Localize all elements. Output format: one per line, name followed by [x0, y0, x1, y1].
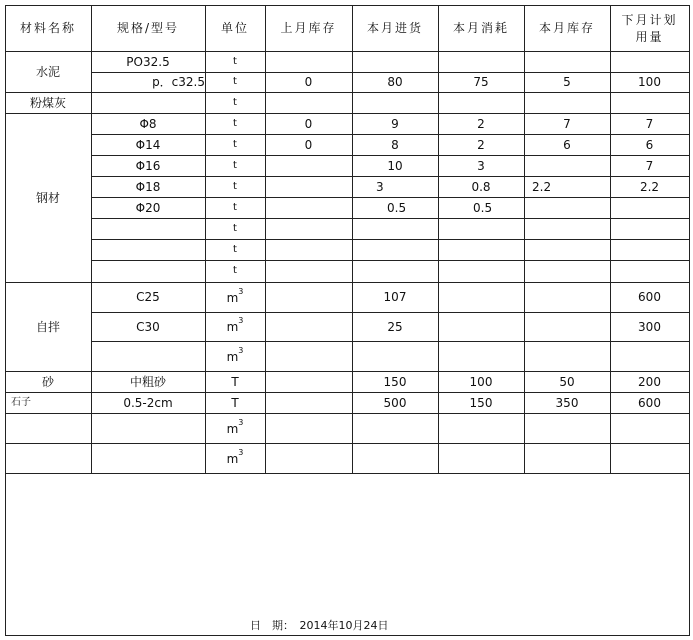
header-month-in: 本月进货: [366, 21, 423, 35]
cell-spec: Φ8: [139, 116, 157, 131]
cell-prev-stock: [265, 239, 352, 260]
cell-spec: 中粗砂: [129, 374, 166, 389]
cell-month-in: [352, 341, 438, 371]
cell-next-plan: 300: [638, 319, 661, 334]
cell-month-in: 3: [376, 179, 384, 194]
cell-month-in: 107: [383, 290, 407, 304]
cell-month-in: 500: [383, 395, 407, 410]
cell-month-stock: [524, 341, 610, 371]
cell-month-stock: [524, 312, 610, 341]
cell-unit: t: [233, 159, 237, 171]
cell-next-plan: [610, 92, 689, 113]
header-unit: 单位: [220, 21, 249, 35]
cell-spec: PO32.5: [126, 54, 170, 69]
cell-unit: [205, 312, 265, 341]
cell-next-plan: 100: [638, 75, 661, 89]
cell-next-plan: [610, 341, 689, 371]
unit-superscript: 3: [238, 286, 244, 296]
cell-month-stock: [524, 218, 610, 239]
unit-superscript: 3: [238, 345, 244, 355]
header-spec: 规格/型号: [116, 21, 180, 35]
group-label-cement: 水泥: [35, 64, 60, 79]
cell-next-plan: [610, 443, 689, 473]
cell-month-use: 75: [473, 75, 489, 89]
date-line: [250, 617, 391, 633]
cell-next-plan: [610, 239, 689, 260]
cell-month-stock: [524, 239, 610, 260]
unit-text: $m^3$: [226, 447, 244, 466]
cell-month-stock: [524, 260, 610, 282]
cell-month-in: 0.5: [387, 200, 407, 215]
cell-spec: [91, 260, 205, 282]
unit-text: $m^3$: [226, 417, 244, 436]
date-value: 2014年10月24日: [299, 619, 389, 632]
cell-spec: C30: [136, 319, 160, 334]
cell-unit: t: [233, 117, 237, 129]
cell-spec: [91, 218, 205, 239]
cell-month-stock: [524, 197, 610, 218]
cell-month-use: [438, 443, 524, 473]
header-prev-stock: 上月库存: [280, 21, 337, 35]
cell-spec: Φ18: [135, 179, 161, 194]
cell-spec: C25: [136, 290, 160, 304]
cell-month-use: [438, 51, 524, 72]
cell-month-in: [352, 51, 438, 72]
cell-unit: t: [233, 138, 237, 150]
cell-month-in: 8: [391, 137, 399, 152]
cell-unit: t: [233, 201, 237, 213]
cell-next-plan: [610, 413, 689, 443]
cell-prev-stock: [265, 176, 352, 197]
group-label-mixed: 自拌: [35, 319, 60, 334]
cell-unit: [205, 282, 265, 312]
cell-month-in: [352, 443, 438, 473]
cell-prev-stock: 0: [304, 137, 313, 152]
cell-spec: Φ14: [135, 137, 161, 152]
cell-month-stock: 350: [555, 395, 579, 410]
cell-month-in: [352, 260, 438, 282]
cell-unit: [205, 413, 265, 443]
cell-month-use: [438, 260, 524, 282]
cell-month-in: 9: [391, 116, 399, 131]
cell-next-plan: [610, 218, 689, 239]
cell-spec: [91, 443, 205, 473]
cell-prev-stock: [265, 392, 352, 413]
cell-month-in: 150: [383, 374, 407, 389]
cell-month-use: [438, 92, 524, 113]
unit-superscript: 3: [238, 316, 244, 325]
cell-month-use: 100: [469, 374, 493, 389]
cell-month-stock: [524, 282, 610, 312]
group-label-sand: 砂: [41, 374, 54, 389]
cell-next-plan: 600: [638, 395, 661, 410]
header-month-use: 本月消耗: [452, 21, 509, 35]
cell-next-plan: [610, 260, 689, 282]
cell-spec: p．c32.5: [152, 75, 205, 89]
cell-next-plan: 6: [645, 137, 654, 152]
cell-month-in: 10: [387, 158, 403, 173]
cell-unit: t: [233, 76, 237, 87]
header-month-stock: 本月库存: [538, 21, 595, 35]
date-label: 日 期：: [250, 619, 294, 632]
unit-text: $m^3$: [226, 316, 244, 334]
cell-month-stock: 50: [559, 374, 575, 389]
cell-prev-stock: [265, 443, 352, 473]
header-material-name: 材料名称: [19, 21, 76, 35]
cell-prev-stock: [265, 155, 352, 176]
cell-month-use: [438, 282, 524, 312]
cell-spec: Φ16: [135, 158, 161, 173]
cell-unit: t: [233, 243, 237, 255]
cell-month-stock: [524, 155, 610, 176]
cell-month-in: [352, 218, 438, 239]
group-label-stone: 石子: [11, 396, 31, 408]
unit-superscript: 3: [238, 447, 244, 457]
cell-month-use: [438, 341, 524, 371]
cell-month-in: [352, 239, 438, 260]
cell-month-stock: 7: [563, 116, 571, 131]
cell-spec: [91, 239, 205, 260]
cell-spec: Φ20: [135, 200, 161, 215]
cell-prev-stock: [265, 92, 352, 113]
cell-month-use: [438, 312, 524, 341]
cell-month-stock: 2.2: [532, 179, 552, 194]
cell-next-plan: 7: [645, 158, 654, 173]
cell-month-use: 0.5: [473, 200, 493, 215]
cell-unit: [205, 341, 265, 371]
cell-month-use: [438, 413, 524, 443]
cell-month-use: 150: [469, 395, 493, 410]
cell-prev-stock: 0: [304, 75, 313, 89]
cell-prev-stock: [265, 371, 352, 392]
cell-unit: t: [233, 222, 237, 234]
cell-next-plan: 2.2: [639, 179, 660, 194]
cell-month-in: 25: [387, 319, 403, 334]
cell-unit: t: [233, 96, 237, 108]
cell-month-use: 2: [477, 137, 485, 152]
cell-spec: [91, 92, 205, 113]
group-label-flyash: 粉煤灰: [29, 95, 66, 110]
cell-month-stock: 5: [563, 75, 571, 89]
cell-next-plan: 200: [638, 374, 661, 389]
cell-unit: [205, 443, 265, 473]
cell-month-use: 3: [477, 158, 485, 173]
cell-month-use: 2: [477, 116, 485, 131]
cell-prev-stock: [265, 197, 352, 218]
unit-superscript: 3: [238, 417, 244, 427]
cell-prev-stock: [265, 282, 352, 312]
cell-prev-stock: [265, 312, 352, 341]
header-next-plan: [610, 5, 689, 51]
cell-spec: 0.5-2cm: [123, 395, 173, 410]
cell-month-use: [438, 218, 524, 239]
cell-unit: T: [231, 395, 239, 410]
cell-month-in: [352, 92, 438, 113]
cell-prev-stock: [265, 218, 352, 239]
cell-month-in: [352, 413, 438, 443]
unit-text: $m^3$: [226, 286, 244, 305]
cell-month-stock: [524, 443, 610, 473]
header-line-2: 用量: [635, 29, 664, 44]
cell-unit: T: [231, 374, 239, 389]
cell-month-stock: [524, 413, 610, 443]
cell-spec: [91, 341, 205, 371]
cell-next-plan: [610, 197, 689, 218]
cell-unit: t: [233, 55, 237, 67]
cell-prev-stock: [265, 260, 352, 282]
cell-month-stock: 6: [563, 137, 571, 152]
cell-spec: [91, 413, 205, 443]
cell-prev-stock: [265, 341, 352, 371]
cell-month-use: [438, 239, 524, 260]
cell-unit: t: [233, 265, 237, 276]
cell-prev-stock: [265, 413, 352, 443]
group-label-steel: 钢材: [35, 190, 60, 205]
cell-prev-stock: [265, 51, 352, 72]
cell-unit: t: [233, 180, 237, 192]
cell-next-plan: 7: [645, 116, 654, 131]
cell-next-plan: [610, 51, 689, 72]
header-line-1: 下月计划: [621, 12, 678, 27]
unit-text: $m^3$: [226, 345, 244, 364]
cell-next-plan: 600: [638, 290, 661, 304]
cell-month-in: 80: [387, 75, 403, 89]
cell-month-use: 0.8: [471, 179, 491, 194]
cell-prev-stock: 0: [304, 116, 313, 131]
cell-month-stock: [524, 51, 610, 72]
cell-month-stock: [524, 92, 610, 113]
